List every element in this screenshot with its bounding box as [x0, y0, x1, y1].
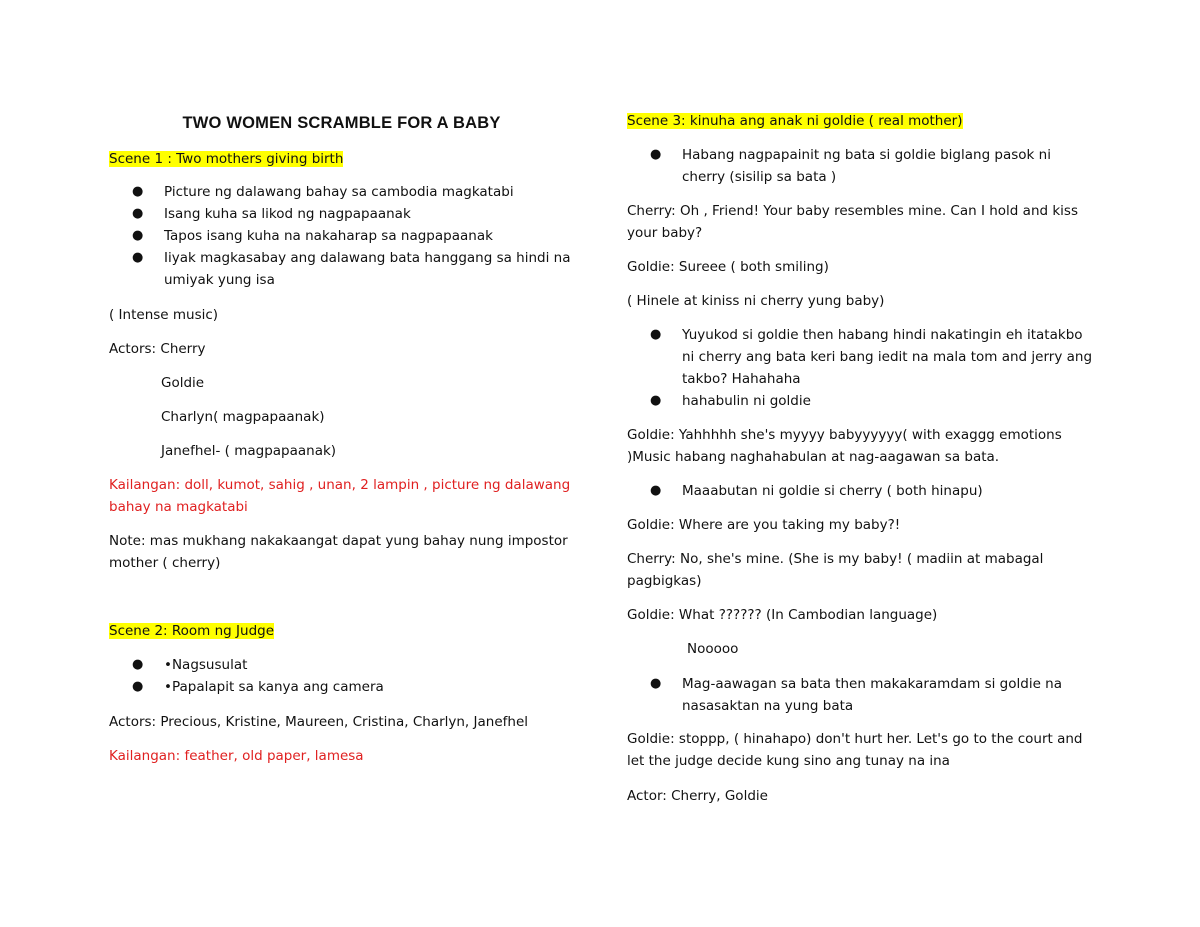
actor-janefhel: Janefhel- ( magpapaanak): [161, 443, 337, 459]
bullet-icon: ●: [650, 676, 662, 691]
intense-music-note: ( Intense music): [109, 307, 219, 323]
bullet-icon: ●: [132, 657, 144, 672]
bullet-icon: ●: [650, 393, 662, 408]
bullet-icon: ●: [650, 147, 662, 162]
scene1-kailangan: Kailangan: doll, kumot, sahig , unan, 2 lampin , picture ng dalawang bahay na magkatabi: [109, 477, 571, 515]
scene2-kailangan: Kailangan: feather, old paper, lamesa: [109, 748, 364, 764]
scene3-bullet-list-1: [627, 144, 1097, 188]
scene1-actors-label: Actors: Cherry: [109, 341, 206, 357]
scene2-bullet-list: [109, 654, 579, 698]
scene3-actors: Actor: Cherry, Goldie: [627, 788, 768, 804]
goldie-line-4: Goldie: What ?????? (In Cambodian language): [627, 607, 938, 623]
list-item: ● Iiyak magkasabay ang dalawang bata hanggang sa hindi na umiyak yung isa: [109, 247, 579, 291]
bullet-icon: ●: [650, 483, 662, 498]
stage-direction-1: ( Hinele at kiniss ni cherry yung baby): [627, 293, 885, 309]
goldie-nooooo: Nooooo: [687, 641, 739, 657]
cherry-line-2: Cherry: No, she's mine. (She is my baby! ( madiin at mabagal pagbigkas): [627, 551, 1044, 589]
list-item: ● Picture ng dalawang bahay sa cambodia magkatabi: [109, 181, 579, 203]
list-item: ● Tapos isang kuha na nakaharap sa nagpapaanak: [109, 225, 579, 247]
list-item: ● •Nagsusulat: [109, 654, 579, 676]
scene2-heading: Scene 2: Room ng Judge: [109, 623, 275, 639]
goldie-line-2: Goldie: Yahhhhh she's myyyy babyyyyyy( with exaggg emotions )Music habang naghahabulan at nag-aagawan sa bata.: [627, 427, 1062, 465]
bullet-icon: ●: [132, 184, 144, 199]
goldie-line-5: Goldie: stoppp, ( hinahapo) don't hurt her. Let's go to the court and let the judge decide kung sino ang tunay na ina: [627, 731, 1083, 769]
bullet-icon: ●: [132, 228, 144, 243]
goldie-line-1: Goldie: Sureee ( both smiling): [627, 259, 829, 275]
list-item: ● •Papalapit sa kanya ang camera: [109, 676, 579, 698]
bullet-icon: ●: [132, 206, 144, 221]
actor-goldie: Goldie: [161, 375, 205, 391]
bullet-icon: ●: [650, 327, 662, 342]
scene3-heading: Scene 3: kinuha ang anak ni goldie ( real mother): [627, 113, 963, 129]
list-item: ● Yuyukod si goldie then habang hindi nakatingin eh itatakbo ni cherry ang bata keri bang iedit na mala tom and jerry ang takbo? Hahahaha: [627, 324, 1097, 390]
scene3-bullet-list-3: [627, 480, 1097, 502]
scene3-bullet-list-2: [627, 324, 1097, 412]
cherry-line-1: Cherry: Oh , Friend! Your baby resembles mine. Can I hold and kiss your baby?: [627, 203, 1078, 241]
list-item: ● Habang nagpapainit ng bata si goldie biglang pasok ni cherry (sisilip sa bata ): [627, 144, 1097, 188]
list-item: ● hahabulin ni goldie: [627, 390, 1097, 412]
list-item: ● Isang kuha sa likod ng nagpapaanak: [109, 203, 579, 225]
actor-charlyn: Charlyn( magpapaanak): [161, 409, 325, 425]
scene1-note: Note: mas mukhang nakakaangat dapat yung bahay nung impostor mother ( cherry): [109, 533, 568, 571]
bullet-icon: ●: [132, 679, 144, 694]
list-item: ● Maaabutan ni goldie si cherry ( both hinapu): [627, 480, 1097, 502]
bullet-icon: ●: [132, 250, 144, 265]
list-item: ● Mag-aawagan sa bata then makakaramdam si goldie na nasasaktan na yung bata: [627, 673, 1097, 717]
scene1-bullet-list: [109, 181, 579, 291]
document-title: TWO WOMEN SCRAMBLE FOR A BABY: [182, 114, 501, 132]
scene3-bullet-list-4: [627, 673, 1097, 717]
scene1-heading: Scene 1 : Two mothers giving birth: [109, 151, 344, 167]
scene2-actors: Actors: Precious, Kristine, Maureen, Cristina, Charlyn, Janefhel: [109, 714, 529, 730]
goldie-line-3: Goldie: Where are you taking my baby?!: [627, 517, 901, 533]
